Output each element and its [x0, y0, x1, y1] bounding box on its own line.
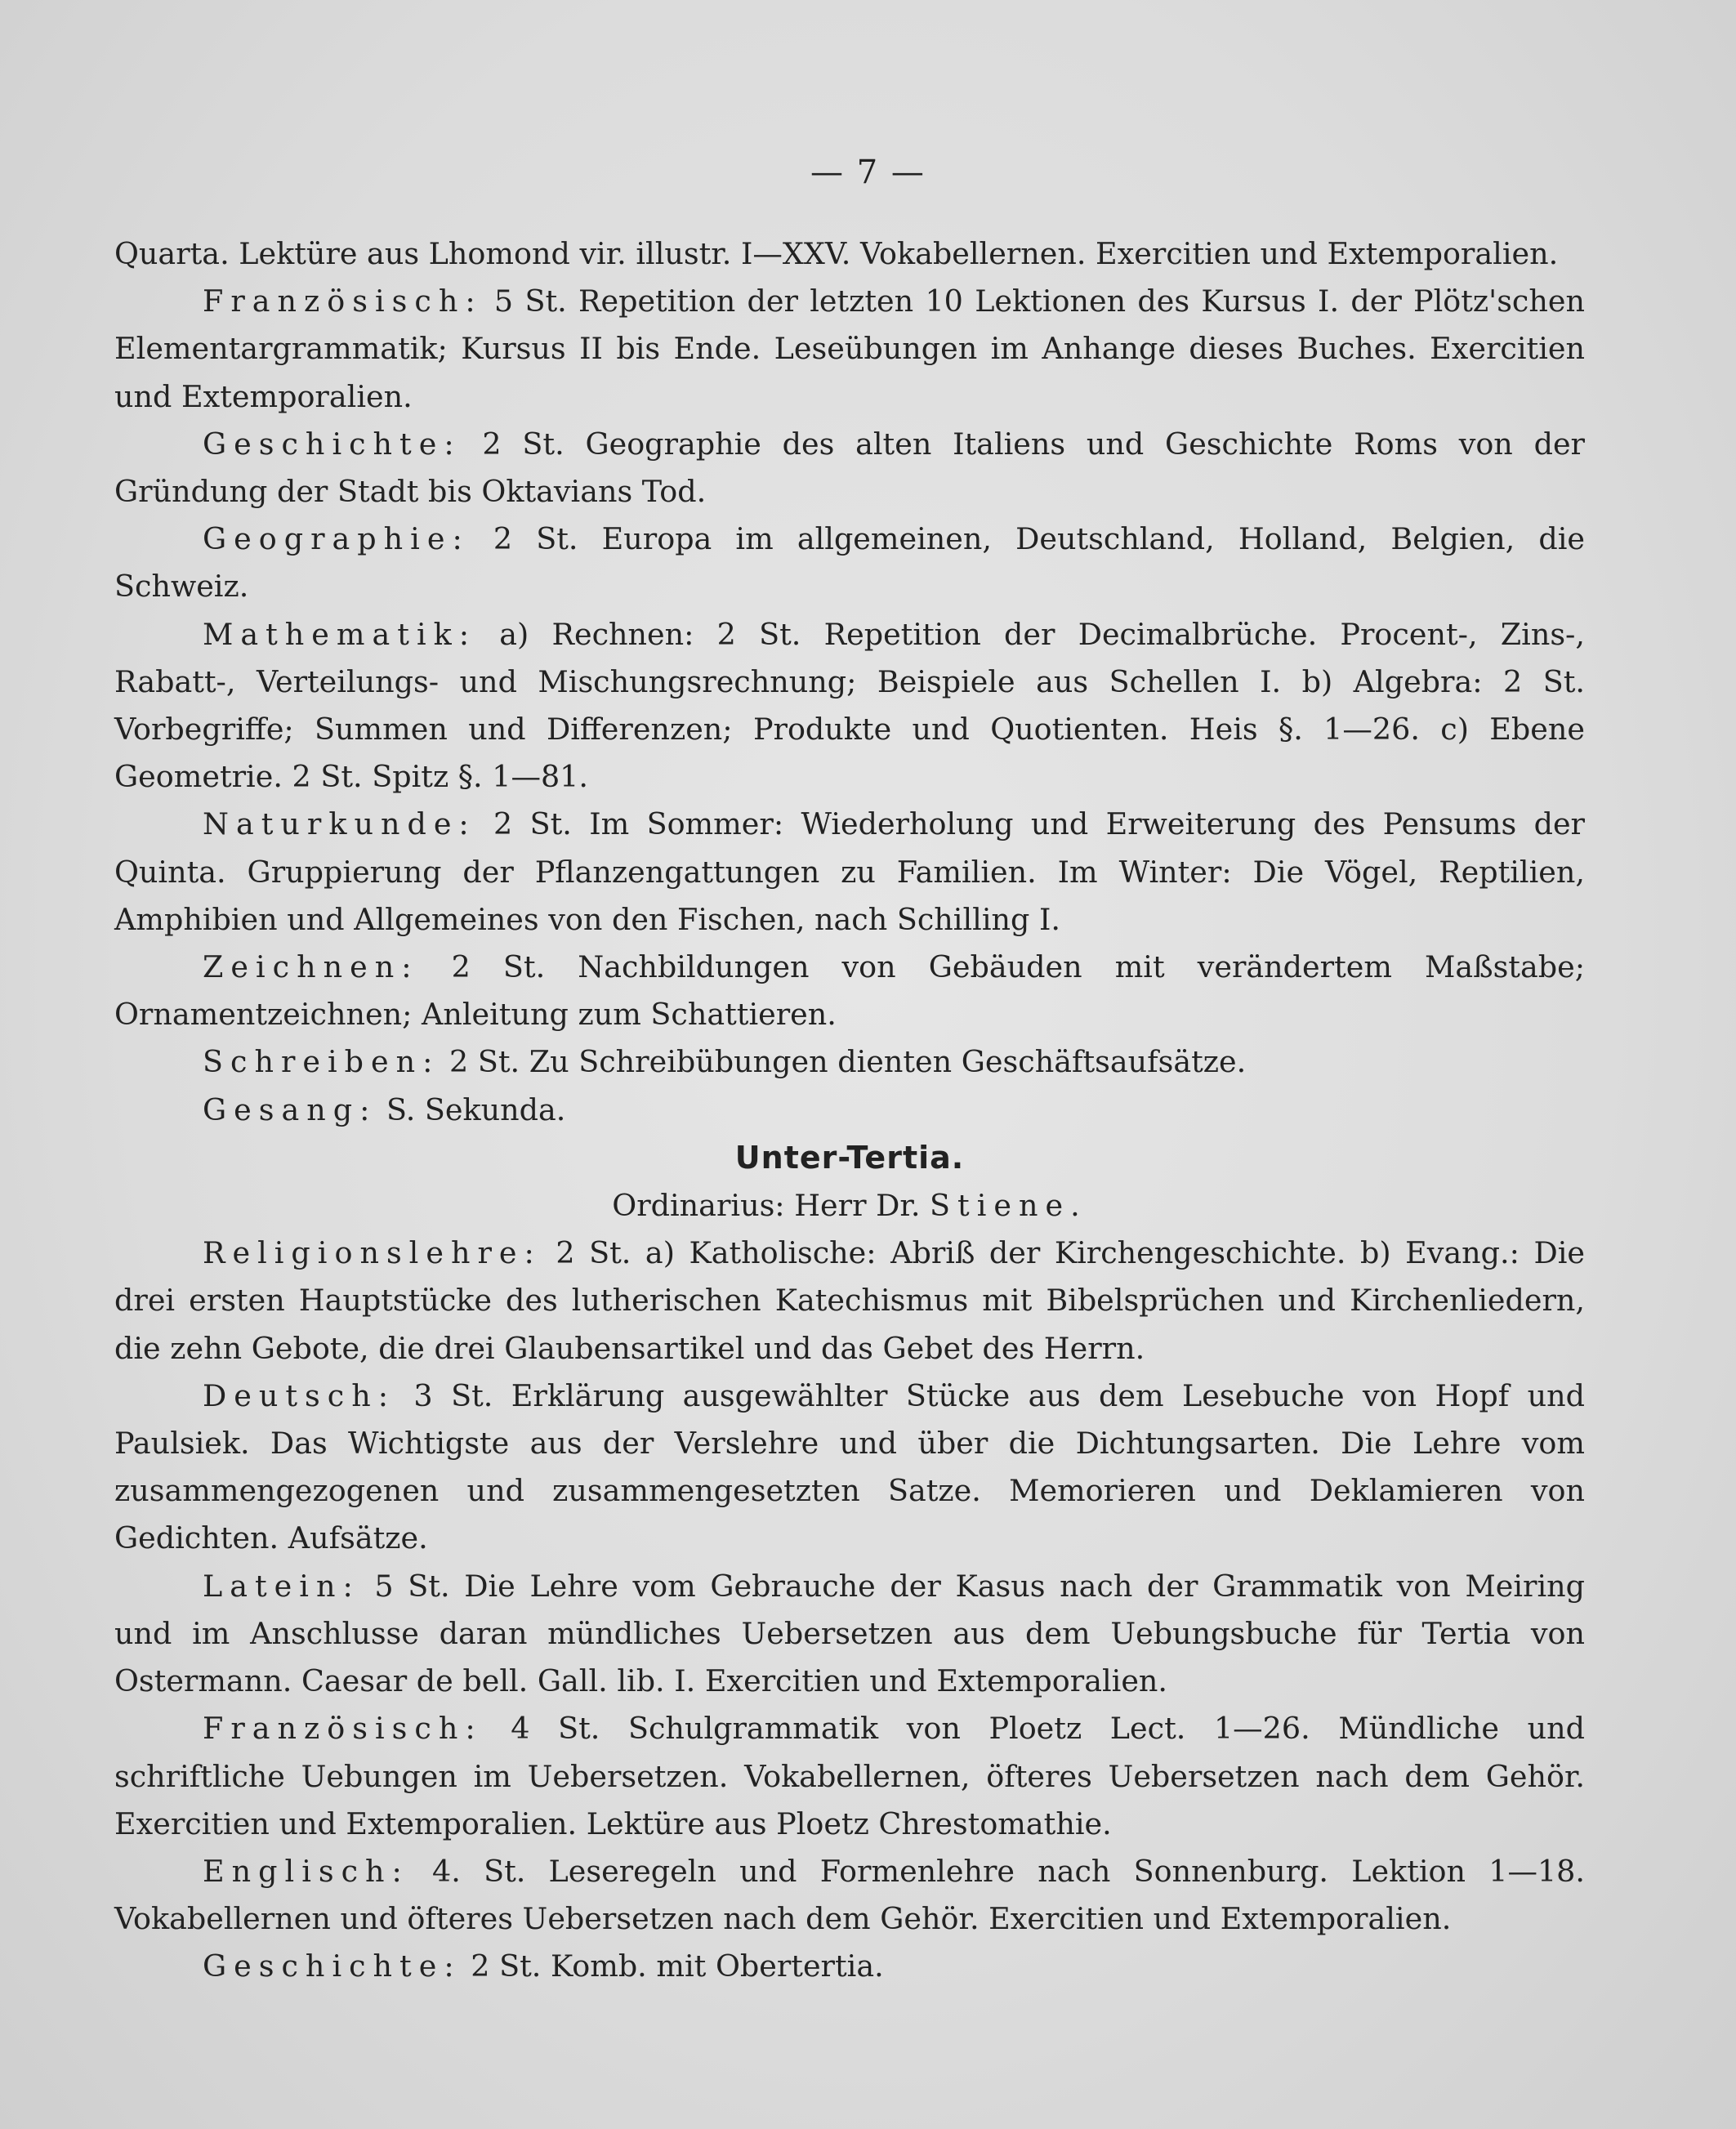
subject-label: Latein:: [203, 1568, 360, 1604]
subject-text: 2 St. a) Katholische: Abriß der Kirchengeschichte. b) Evang.: Die drei ersten Hauptstücke des lutherischen Katechismus mit Bibelsprüchen und Kirchenliedern, die zehn Gebote, die drei Glaubensartikel und das Gebet des Herrn.: [114, 1235, 1585, 1366]
paragraph-naturkunde-quarta: [114, 801, 1585, 944]
subject-label: Zeichnen:: [203, 949, 419, 985]
subject-label: Schreiben:: [203, 1044, 440, 1080]
paragraph-deutsch-ut: [114, 1372, 1585, 1563]
subject-label: Englisch:: [203, 1853, 409, 1889]
paragraph-zeichnen-quarta: [114, 944, 1585, 1038]
subject-text: 2 St. Komb. mit Obertertia.: [461, 1948, 884, 1984]
page-content: [114, 230, 1585, 1991]
subject-text: a) Rechnen: 2 St. Repetition der Decimalbrüche. Procent-, Zins-, Rabatt-, Verteilungs- und Mischungsrechnung; Beispiele aus Schellen I. b) Algebra: 2 St. Vorbegriffe; Summen und Differenzen; Produkte und Quotienten. Heis §. 1—26. c) Ebene Geometrie. 2 St. Spitz §. 1—81.: [114, 616, 1585, 795]
subject-text: 3 St. Erklärung ausgewählter Stücke aus dem Lesebuche von Hopf und Paulsiek. Das Wichtigste aus der Verslehre und über die Dichtungsarten. Die Lehre vom zusammengezogenen und zusammengesetzten Satze. Memorieren und Deklamieren von Gedichten. Aufsätze.: [114, 1377, 1585, 1556]
paragraph-geographie-quarta: [114, 516, 1585, 610]
paragraph-latein-ut: [114, 1563, 1585, 1706]
subject-label: Naturkunde:: [203, 806, 476, 842]
ordinarius-label: Ordinarius: Herr Dr.: [612, 1188, 930, 1224]
section-heading: Unter-Tertia.: [734, 1139, 965, 1176]
subject-label: Deutsch:: [203, 1377, 396, 1413]
subject-text: 5 St. Repetition der letzten 10 Lektionen des Kursus I. der Plötz'schen Elementargrammatik; Kursus II bis Ende. Leseübungen im Anhange dieses Buches. Exercitien und Extemporalien.: [114, 283, 1585, 414]
subject-label: Französisch:: [203, 1711, 483, 1747]
subject-text: 2 St. Im Sommer: Wiederholung und Erweiterung des Pensums der Quinta. Gruppierung der Pflanzengattungen zu Familien. Im Winter: Die Vögel, Reptilien, Amphibien und Allgemeines von den Fischen, nach Schilling I.: [114, 806, 1585, 937]
ordinarius-name: Stiene.: [930, 1188, 1087, 1224]
paragraph-franzoesisch-quarta: [114, 278, 1585, 421]
subject-label: Mathematik:: [203, 616, 477, 652]
subject-text: 4 St. Schulgrammatik von Ploetz Lect. 1—26. Mündliche und schriftliche Uebungen im Uebersetzen. Vokabellernen, öfteres Uebersetzen nach dem Gehör. Exercitien und Extemporalien. Lektüre aus Ploetz Chrestomathie.: [114, 1711, 1585, 1841]
subject-text: 2 St. Europa im allgemeinen, Deutschland, Holland, Belgien, die Schweiz.: [114, 521, 1585, 605]
paragraph-englisch-ut: [114, 1848, 1585, 1943]
subject-text: 4. St. Leseregeln und Formenlehre nach Sonnenburg. Lektion 1—18. Vokabellernen und öfteres Uebersetzen nach dem Gehör. Exercitien und Extemporalien.: [114, 1853, 1585, 1937]
paragraph-schreiben-quarta: [114, 1038, 1585, 1086]
subject-text: 5 St. Die Lehre vom Gebrauche der Kasus nach der Grammatik von Meiring und im Anschlusse daran mündliches Uebersetzen aus dem Uebungsbuche für Tertia von Ostermann. Caesar de bell. Gall. lib. I. Exercitien und Extemporalien.: [114, 1568, 1585, 1699]
subject-label: Geschichte:: [203, 426, 462, 462]
page-number: — 7 —: [810, 154, 926, 191]
subject-text: 2 St. Nachbildungen von Gebäuden mit verändertem Maßstabe; Ornamentzeichnen; Anleitung zum Schattieren.: [114, 949, 1585, 1033]
subject-text: S. Sekunda.: [377, 1091, 566, 1127]
paragraph-mathematik-quarta: [114, 611, 1585, 801]
subject-label: Geographie:: [203, 521, 470, 557]
subject-label: Französisch:: [203, 283, 483, 319]
section-heading-unter-tertia: [114, 1134, 1585, 1182]
paragraph-geschichte-ut: [114, 1943, 1585, 1990]
subject-label: Religionslehre:: [203, 1235, 542, 1271]
paragraph-religionslehre-ut: [114, 1230, 1585, 1372]
ordinarius-line: [114, 1182, 1585, 1230]
paragraph-franzoesisch-ut: [114, 1705, 1585, 1848]
subject-text: 2 St. Zu Schreibübungen dienten Geschäftsaufsätze.: [440, 1044, 1247, 1080]
paragraph-geschichte-quarta: [114, 421, 1585, 516]
subject-text: 2 St. Geographie des alten Italiens und Geschichte Roms von der Gründung der Stadt bis Oktavians Tod.: [114, 426, 1585, 510]
subject-label: Gesang:: [203, 1091, 377, 1127]
paragraph-gesang-quarta: [114, 1087, 1585, 1134]
quarta-intro: Quarta. Lektüre aus Lhomond vir. illustr. I—XXV. Vokabellernen. Exercitien und Extemporalien.: [114, 236, 1559, 271]
subject-label: Geschichte:: [203, 1948, 462, 1984]
